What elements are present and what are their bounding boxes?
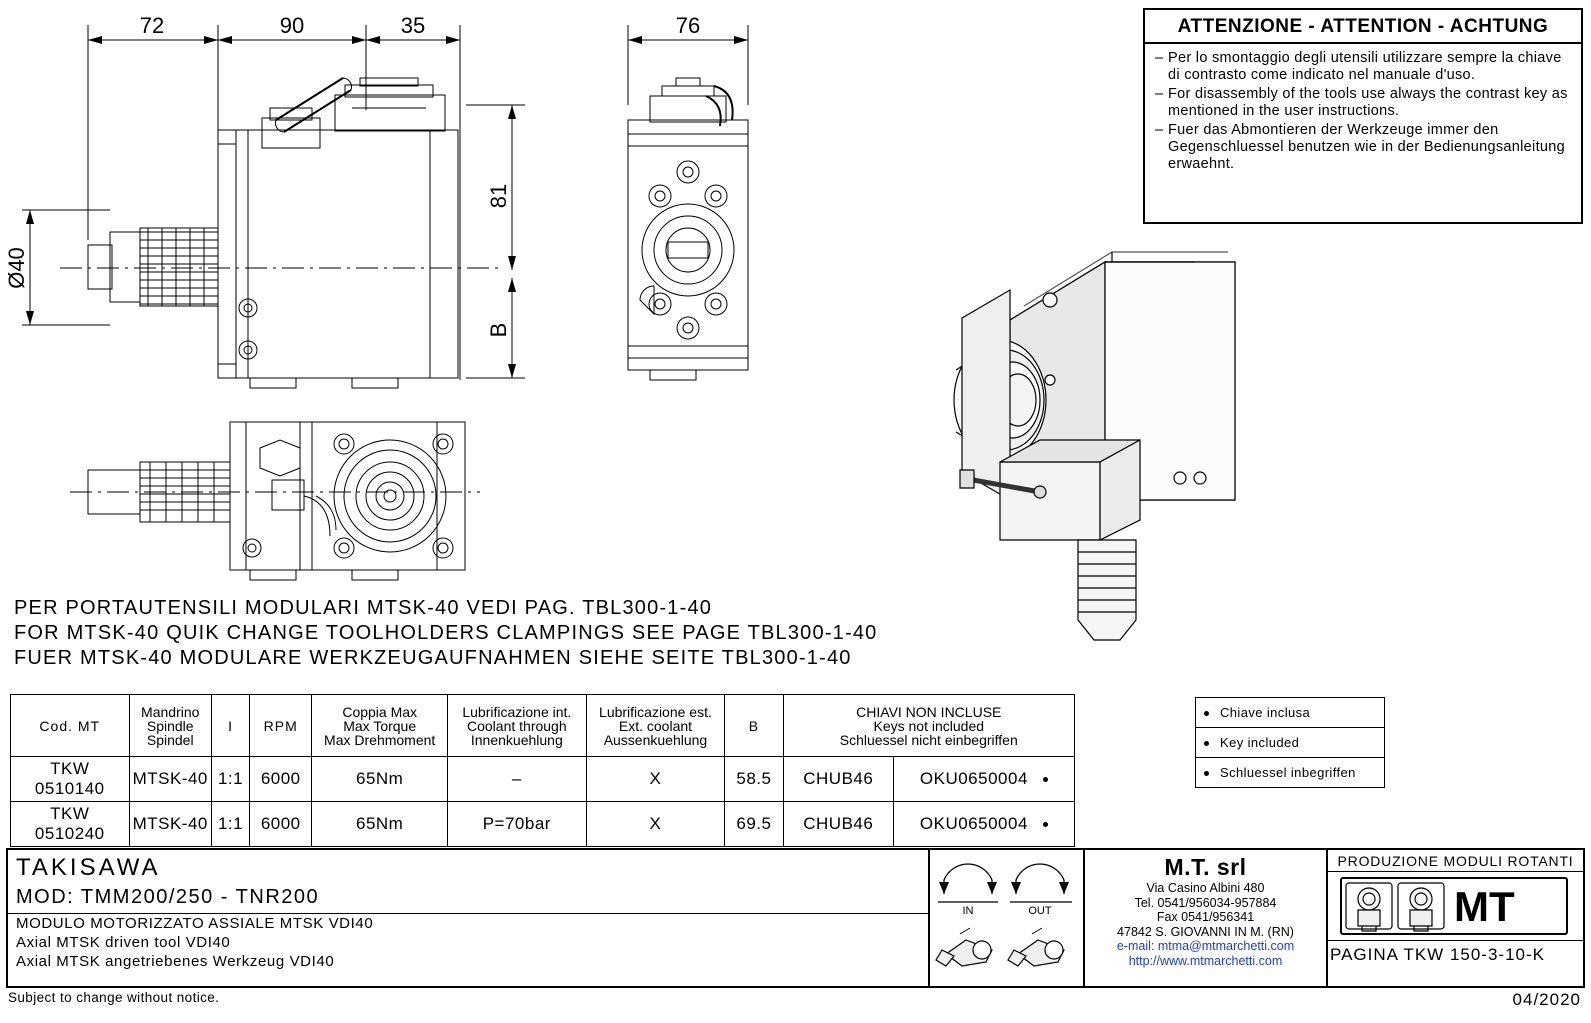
th-keys-it: CHIAVI NON INCLUSE	[856, 703, 1002, 720]
cell-rpm: 6000	[250, 802, 312, 847]
th-code: Cod. MT	[11, 695, 130, 757]
mt-logo-box	[1340, 877, 1568, 935]
title-block-right	[1328, 848, 1585, 988]
dim-76: 76	[675, 13, 701, 38]
th-keys-de: Schluessel nicht einbegriffen	[839, 731, 1018, 748]
th-coolant-int-en: Coolant through	[467, 717, 567, 734]
attention-item	[1155, 50, 1571, 84]
dash-marker: –	[1155, 122, 1164, 138]
th-keys	[783, 695, 1074, 757]
th-spindle-de: Spindel	[146, 731, 194, 748]
cell-code: TKW 0510140	[11, 757, 130, 802]
cell-i: 1:1	[211, 757, 249, 802]
cell-rpm: 6000	[250, 757, 312, 802]
reference-notes	[14, 596, 914, 671]
dim-diam-40: Ø40	[4, 247, 29, 289]
cell-key2-text: OKU0650004	[919, 814, 1028, 833]
company-address: Via Casino Albini 480	[1146, 881, 1265, 895]
attention-list	[1145, 44, 1581, 173]
attention-title: ATTENZIONE - ATTENTION - ACHTUNG	[1145, 10, 1581, 43]
mt-logo-area	[1328, 871, 1583, 941]
key-legend-item	[1196, 728, 1384, 758]
cell-b: 58.5	[725, 757, 783, 802]
dim-90: 90	[279, 13, 305, 38]
cell-code: TKW 0510240	[11, 802, 130, 847]
cell-key1: CHUB46	[783, 757, 894, 802]
table-row	[11, 802, 1075, 847]
th-coolant-ext	[586, 695, 725, 757]
th-coolant-int-de: Innenkuehlung	[470, 731, 563, 748]
cell-b: 69.5	[725, 802, 783, 847]
description-en: Axial MTSK driven tool VDI40	[16, 934, 231, 951]
mt-logo-graphic	[1342, 879, 1566, 933]
dim-B: B	[486, 322, 511, 338]
company-info-cell	[1085, 848, 1328, 988]
key-legend-label-it: Chiave inclusa	[1220, 705, 1311, 720]
page-reference: PAGINA TKW 150-3-10-K	[1330, 945, 1545, 964]
th-coolant-ext-en: Ext. coolant	[618, 717, 693, 734]
cell-key2	[894, 757, 1075, 802]
attention-box	[1143, 8, 1583, 224]
production-label: PRODUZIONE MODULI ROTANTI	[1337, 853, 1574, 869]
dash-marker: –	[1155, 50, 1164, 66]
attention-item-text: Per lo smontaggio degli utensili utilizzare sempre la chiave di contrasto come indicato nel manuale d'uso.	[1168, 50, 1562, 83]
included-dot-icon	[1043, 777, 1048, 782]
key-legend-label-de: Schluessel inbegriffen	[1220, 765, 1356, 780]
spec-table-body	[11, 757, 1075, 847]
rotation-in-label: IN	[962, 905, 974, 917]
cell-coolant-ext: X	[586, 802, 725, 847]
dash-marker: –	[1155, 86, 1164, 102]
machine-model: MOD: TMM200/250 - TNR200	[8, 882, 928, 914]
table-row	[11, 757, 1075, 802]
th-torque-it: Coppia Max	[342, 703, 418, 720]
key-legend-item	[1196, 698, 1384, 728]
company-website[interactable]: http://www.mtmarchetti.com	[1128, 953, 1283, 968]
included-dot-icon	[1043, 822, 1048, 827]
th-rpm: RPM	[250, 695, 312, 757]
revision-date: 04/2020	[1512, 990, 1581, 1009]
title-block-left	[6, 848, 930, 988]
attention-item	[1155, 86, 1571, 120]
note-line-it: PER PORTAUTENSILI MODULARI MTSK-40 VEDI PAG. TBL300-1-40	[14, 597, 713, 619]
company-name: M.T. srl	[1164, 854, 1247, 880]
th-torque	[312, 695, 448, 757]
th-coolant-ext-it: Lubrificazione est.	[599, 703, 712, 720]
th-coolant-int	[448, 695, 587, 757]
cell-key2-text: OKU0650004	[919, 769, 1028, 788]
attention-item-text: Fuer das Abmontieren der Werkzeuge immer den Gegenschluessel benutzen wie in der Bedienungsanleitung erwaehnt.	[1168, 122, 1565, 172]
spec-table-head	[11, 695, 1075, 757]
rotation-out-label: OUT	[1028, 905, 1052, 917]
disclaimer-text: Subject to change without notice.	[8, 990, 220, 1005]
dim-35: 35	[400, 13, 426, 38]
cell-spindle: MTSK-40	[129, 757, 211, 802]
cell-spindle: MTSK-40	[129, 802, 211, 847]
dim-81: 81	[486, 183, 511, 209]
rotation-diagram	[930, 850, 1081, 986]
th-i: I	[211, 695, 249, 757]
mt-logo-text: MT	[1454, 883, 1515, 930]
bullet-dot-icon	[1204, 771, 1209, 776]
cell-i: 1:1	[211, 802, 249, 847]
th-spindle-en: Spindle	[146, 717, 194, 734]
th-keys-en: Keys not included	[873, 717, 985, 734]
cell-torque: 65Nm	[312, 757, 448, 802]
key-legend-item	[1196, 758, 1384, 787]
key-legend-label-en: Key included	[1220, 735, 1300, 750]
description-de: Axial MTSK angetriebenes Werkzeug VDI40	[16, 953, 335, 970]
attention-item	[1155, 122, 1571, 173]
bullet-dot-icon	[1204, 711, 1209, 716]
rotation-icons-cell	[930, 848, 1085, 988]
th-spindle	[129, 695, 211, 757]
company-email[interactable]: e-mail: mtma@mtmarchetti.com	[1116, 939, 1295, 953]
th-b: B	[725, 695, 783, 757]
attention-item-text: For disassembly of the tools use always the contrast key as mentioned in the user instructions.	[1168, 86, 1568, 119]
th-torque-de: Max Drehmoment	[324, 731, 436, 748]
spec-table	[10, 694, 1075, 847]
note-line-en: FOR MTSK-40 QUIK CHANGE TOOLHOLDERS CLAMPINGS SEE PAGE TBL300-1-40	[14, 622, 878, 644]
dim-72: 72	[139, 13, 165, 38]
cell-coolant-int: P=70bar	[448, 802, 587, 847]
th-spindle-it: Mandrino	[141, 703, 200, 720]
cell-key2	[894, 802, 1075, 847]
bullet-dot-icon	[1204, 741, 1209, 746]
description-it: MODULO MOTORIZZATO ASSIALE MTSK VDI40	[16, 915, 374, 932]
title-block	[6, 848, 1585, 1016]
company-tel: Tel. 0541/956034-957884	[1134, 895, 1277, 910]
th-coolant-ext-de: Aussenkuehlung	[603, 731, 708, 748]
cell-coolant-ext: X	[586, 757, 725, 802]
company-city: 47842 S. GIOVANNI IN M. (RN)	[1117, 924, 1294, 939]
note-line-de: FUER MTSK-40 MODULARE WERKZEUGAUFNAHMEN SIEHE SEITE TBL300-1-40	[14, 647, 852, 669]
company-fax: Fax 0541/956341	[1156, 910, 1255, 924]
cell-key1: CHUB46	[783, 802, 894, 847]
cell-torque: 65Nm	[312, 802, 448, 847]
th-torque-en: Max Torque	[343, 717, 417, 734]
table-header-row	[11, 695, 1075, 757]
machine-brand: TAKISAWA	[16, 854, 161, 881]
attention-title-wrap	[1145, 10, 1581, 44]
cell-coolant-int: –	[448, 757, 587, 802]
th-coolant-int-it: Lubrificazione int.	[462, 703, 572, 720]
key-legend-box	[1195, 697, 1385, 788]
